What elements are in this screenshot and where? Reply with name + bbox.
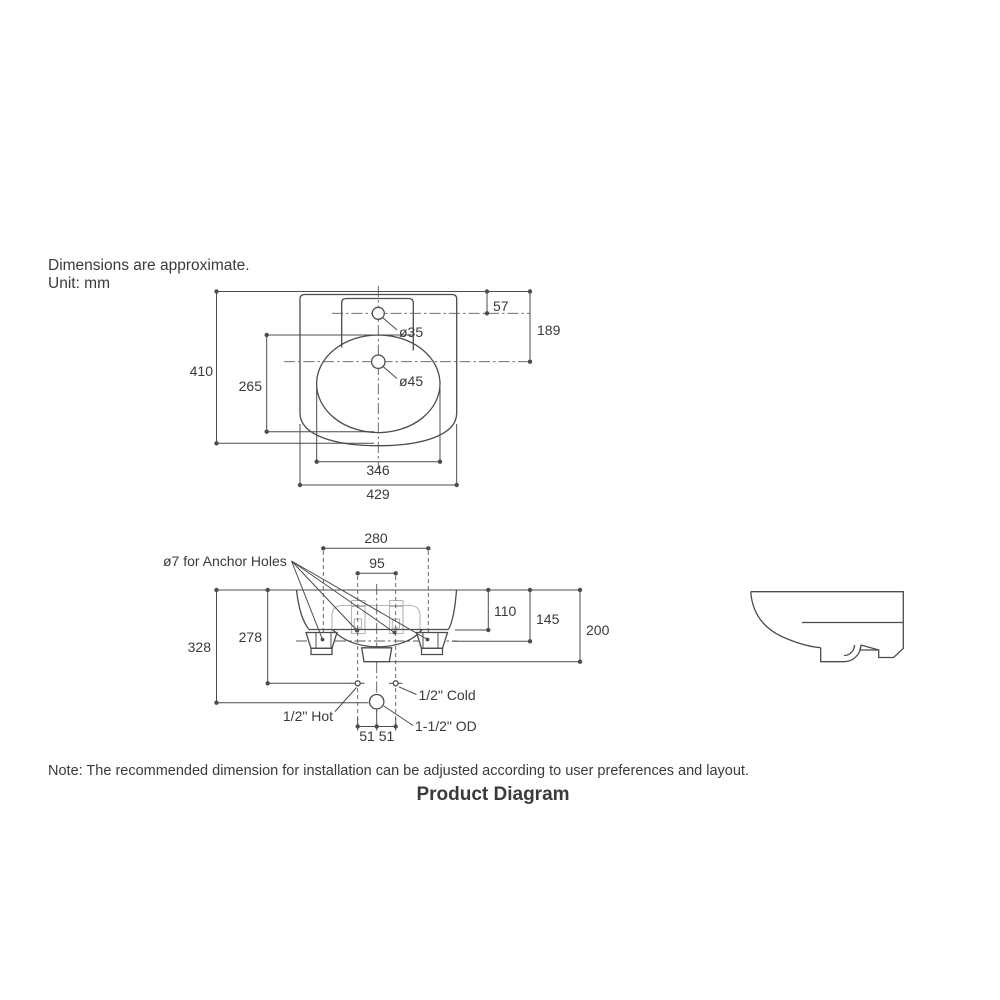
note-text: Note: The recommended dimension for installation can be adjusted according to user preferences and layout. [48, 763, 749, 779]
dim-328: 328 [187, 639, 211, 655]
side-view [751, 592, 904, 662]
cold-hole [393, 681, 398, 686]
dim-drain-offset: 189 [537, 322, 561, 338]
header-text [48, 257, 250, 292]
dim-faucet-offset: 57 [493, 298, 509, 314]
footer-text [48, 763, 749, 805]
dim-basin-width: 346 [366, 462, 390, 478]
side-view-outline [751, 592, 904, 658]
dim-overall-depth: 410 [189, 363, 213, 379]
dim-110: 110 [494, 603, 517, 619]
front-view-dimension-lines [214, 546, 582, 730]
dim-145: 145 [536, 611, 560, 627]
page-title: Product Diagram [416, 784, 570, 805]
dim-faucet-span: 95 [369, 555, 385, 571]
front-view-labels [163, 530, 610, 744]
waste-hole [370, 695, 384, 709]
top-view [190, 286, 561, 502]
anchor-holes-label: ø7 for Anchor Holes [163, 553, 287, 569]
side-view-trap-inner [844, 645, 855, 656]
hot-label: 1/2" Hot [282, 708, 333, 724]
side-view-front-curve [751, 592, 821, 648]
front-view [163, 530, 610, 744]
dim-51-right: 51 [378, 728, 395, 744]
od-label: 1-1/2" OD [415, 718, 477, 734]
cold-label: 1/2" Cold [418, 687, 476, 703]
dim-basin-depth: 265 [238, 378, 262, 394]
header-line1: Dimensions are approximate. [48, 257, 250, 274]
dim-51-left: 51 [359, 728, 375, 744]
header-line2: Unit: mm [48, 275, 110, 292]
side-view-trap-outer [844, 645, 861, 662]
dim-278: 278 [238, 629, 262, 645]
hot-hole [355, 681, 360, 686]
dim-drain-hole: ø45 [399, 373, 424, 389]
dim-anchor-span: 280 [364, 530, 388, 546]
dim-overall-width: 429 [366, 486, 390, 502]
dim-200: 200 [586, 622, 610, 638]
side-view-underside-edge [861, 645, 879, 650]
top-view-dimension-labels [190, 298, 561, 502]
drain-hole [372, 355, 385, 368]
dim-faucet-hole: ø35 [399, 324, 424, 340]
side-view-drain-box [821, 648, 844, 662]
